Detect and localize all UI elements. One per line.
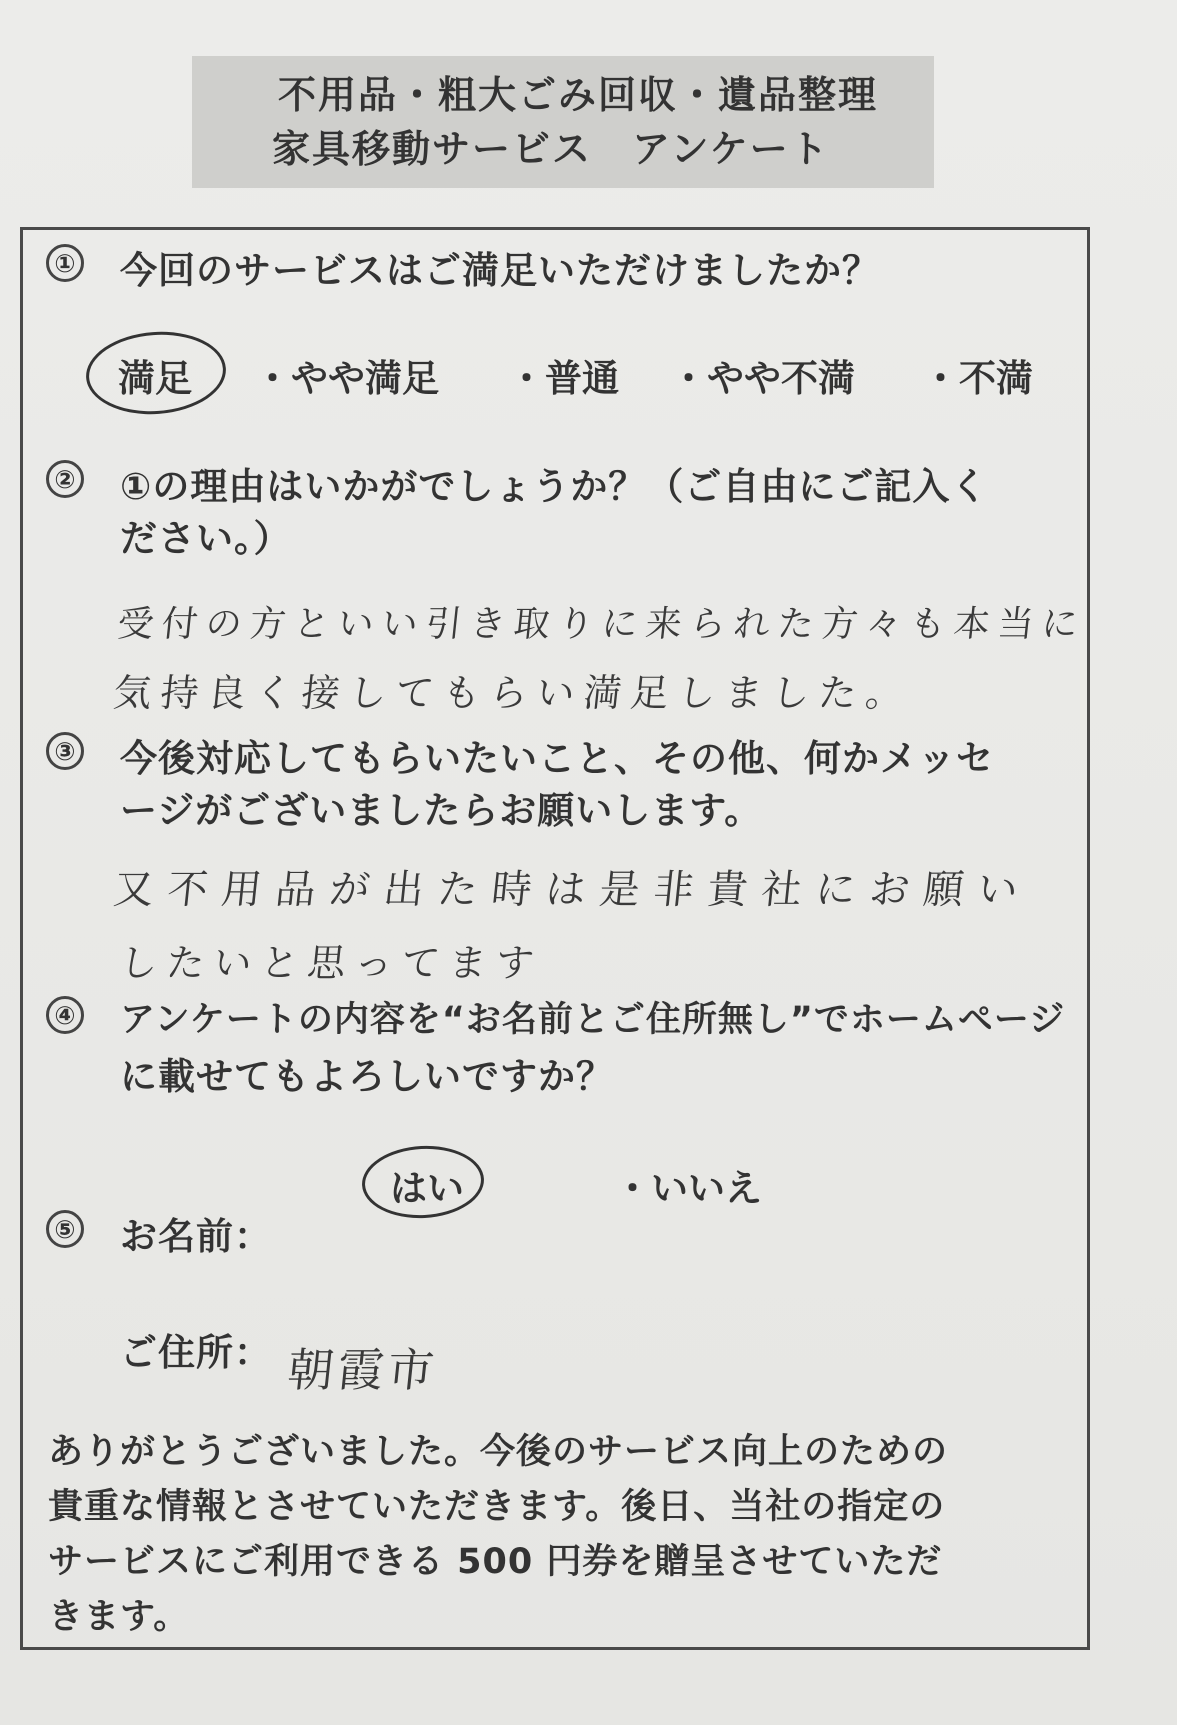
- q2-question-line-1: ①の理由はいかがでしょうか？（ご自由にご記入く: [120, 465, 989, 508]
- q1-option-dissatisfied[interactable]: ・不満: [922, 357, 1033, 400]
- q3-answer-line-2: したいと思ってます: [117, 941, 545, 985]
- thank-you-note: [48, 1425, 1078, 1645]
- q1-option-satisfied[interactable]: 満足: [118, 357, 192, 400]
- q3-answer-line-1: 又不用品が出た時は是非貴社にお願い: [111, 867, 1035, 913]
- q4-question-line-2: に載せてもよろしいですか？: [120, 1055, 614, 1098]
- q4-question-line-1: アンケートの内容を“お名前とご住所無し”でホームページ: [120, 1000, 1066, 1040]
- q1-option-neutral[interactable]: ・普通: [508, 357, 619, 400]
- q5-name-label: お名前：: [120, 1215, 272, 1258]
- q3-question-line-1: 今後対応してもらいたいこと、その他、何かメッセ: [120, 737, 994, 780]
- footer-line-1: ありがとうございました。今後のサービス向上のための: [48, 1432, 949, 1472]
- q1-option-somewhat-dissatisfied[interactable]: ・やや不満: [670, 357, 855, 400]
- q1-number: ①: [46, 244, 84, 282]
- footer-line-4: きます。: [48, 1597, 190, 1637]
- footer-line-3: サービスにご利用できる 500 円券を贈呈させていただ: [48, 1542, 943, 1582]
- q5-number: ⑤: [46, 1210, 84, 1248]
- q5-address-value: 朝霞市: [284, 1343, 441, 1397]
- q4-option-no[interactable]: ・いいえ: [614, 1167, 762, 1210]
- q4-option-yes[interactable]: はい: [390, 1167, 464, 1210]
- q1-option-somewhat-satisfied[interactable]: ・やや満足: [254, 357, 439, 400]
- q2-answer-line-2: 気持良く接してもらい満足しました。: [111, 671, 915, 715]
- q2-question-line-2: ださい。）: [120, 517, 292, 560]
- title-line-1: 不用品・粗大ごみ回収・遺品整理: [278, 73, 879, 117]
- q4-number: ④: [46, 996, 84, 1034]
- q2-answer-line-1: 受付の方といい引き取りに来られた方々も本当に: [115, 604, 1088, 645]
- q2-number: ②: [46, 460, 84, 498]
- q3-question-line-2: ージがございましたらお願いします。: [120, 789, 763, 832]
- q3-number: ③: [46, 732, 84, 770]
- q1-question: 今回のサービスはご満足いただけましたか？: [120, 249, 880, 292]
- title-line-2: 家具移動サービス アンケート: [272, 127, 830, 171]
- footer-line-2: 貴重な情報とさせていただきます。後日、当社の指定の: [48, 1487, 946, 1527]
- q5-address-label: ご住所：: [120, 1331, 272, 1374]
- survey-title: [192, 56, 934, 188]
